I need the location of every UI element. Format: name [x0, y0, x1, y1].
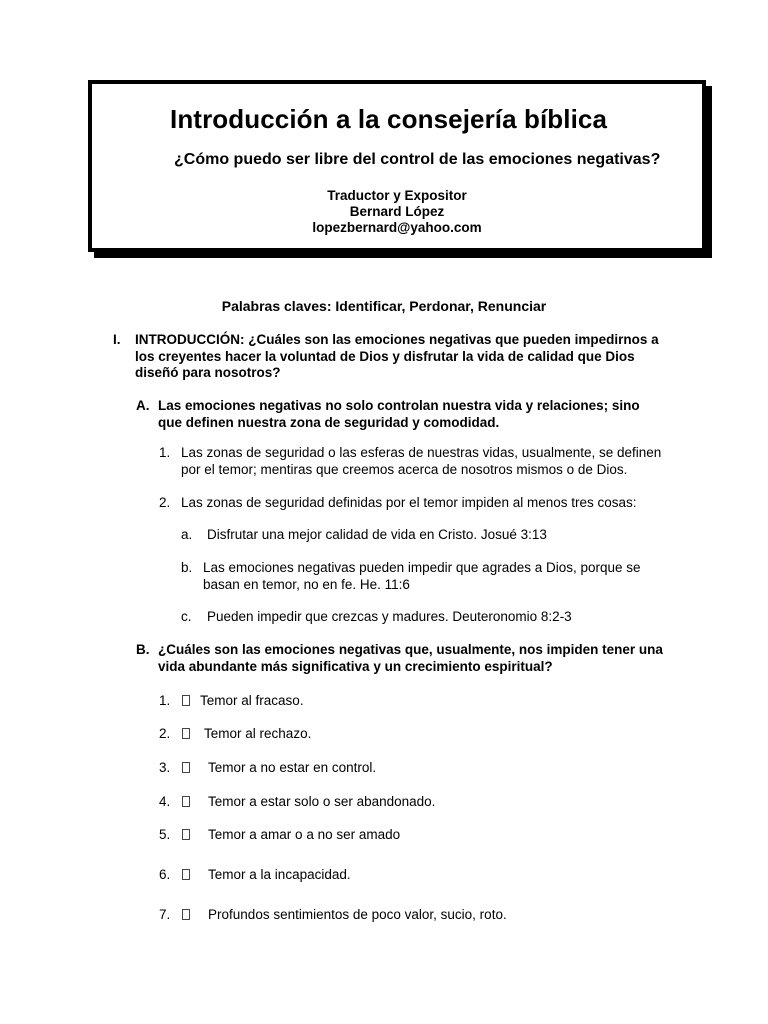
checkbox-icon: [182, 829, 190, 840]
list-line: Pueden impedir que crezcas y madures. Deuteronomio 8:2-3: [207, 609, 572, 624]
section-marker: B.: [136, 642, 150, 657]
list-line: Las emociones negativas pueden impedir que agrades a Dios, porque se: [203, 560, 641, 575]
section-line: los creyentes hacer la voluntad de Dios y disfrutar la vida de calidad que Dios: [135, 348, 635, 364]
list-line: Las zonas de seguridad definidas por el temor impiden al menos tres cosas:: [181, 495, 637, 510]
checkbox-icon: [182, 909, 190, 920]
checkbox-icon: [182, 695, 190, 706]
list-item: [159, 794, 435, 811]
page-title: Introducción a la consejería bíblica: [170, 104, 608, 134]
list-line: Disfrutar una mejor calidad de vida en Cristo. Josué 3:13: [207, 527, 547, 542]
list-line: Las zonas de seguridad o las esferas de nuestras vidas, usualmente, se definen: [181, 445, 662, 460]
title-box: [88, 80, 706, 252]
list-text: Temor al rechazo.: [204, 726, 312, 741]
list-marker: c.: [181, 609, 192, 624]
checkbox-icon: [182, 762, 190, 773]
section-line: ¿Cuáles son las emociones negativas que, usualmente, nos impiden tener una: [158, 642, 663, 657]
list-item: [159, 867, 351, 884]
list-marker: 3.: [159, 760, 171, 775]
section-first-line: INTRODUCCIÓN: ¿Cuáles son las emociones negativas que pueden impedirnos a: [135, 332, 659, 347]
section-marker: I.: [113, 332, 121, 347]
list-marker: 7.: [159, 907, 171, 922]
list-marker: 1.: [159, 445, 171, 460]
section-line: diseñó para nosotros?: [135, 365, 281, 380]
checkbox-icon: [182, 796, 190, 807]
section-line: vida abundante más significativa y un crecimiento espiritual?: [158, 658, 553, 674]
list-text: Temor a la incapacidad.: [208, 867, 351, 882]
keywords: Palabras claves: Identificar, Perdonar, Renunciar: [221, 298, 547, 314]
author-email: lopezbernard@yahoo.com: [312, 220, 482, 235]
list-marker: b.: [181, 560, 193, 575]
list-item: [159, 693, 304, 710]
list-item: [159, 907, 507, 924]
author-role: Traductor y Expositor: [327, 188, 467, 203]
list-text: Profundos sentimientos de poco valor, sucio, roto.: [208, 907, 507, 922]
list-marker: a.: [181, 527, 193, 542]
list-line: por el temor; mentiras que creemos acerca de nosotros mismos o de Dios.: [181, 461, 628, 477]
list-marker: 1.: [159, 693, 171, 708]
credits: [92, 188, 702, 236]
list-marker: 2.: [159, 495, 171, 510]
list-marker: 5.: [159, 827, 171, 842]
list-text: Temor a estar solo o ser abandonado.: [208, 794, 436, 809]
list-item: [159, 726, 311, 743]
checkbox-icon: [182, 869, 190, 880]
list-item: [159, 760, 376, 777]
list-text: Temor a no estar en control.: [208, 760, 377, 775]
list-line: basan en temor, no en fe. He. 11:6: [203, 576, 410, 592]
author-name: Bernard López: [349, 204, 445, 219]
section-marker: A.: [136, 398, 150, 413]
page-subtitle: ¿Cómo puedo ser libre del control de las emociones negativas?: [174, 151, 661, 168]
section-line: que definen nuestra zona de seguridad y comodidad.: [158, 414, 500, 430]
list-text: Temor al fracaso.: [200, 693, 304, 708]
list-item: [159, 827, 400, 844]
list-marker: 6.: [159, 867, 171, 882]
list-marker: 4.: [159, 794, 171, 809]
list-marker: 2.: [159, 726, 171, 741]
checkbox-icon: [182, 728, 190, 739]
section-line: Las emociones negativas no solo controlan nuestra vida y relaciones; sino: [158, 398, 640, 413]
list-text: Temor a amar o a no ser amado: [208, 827, 401, 842]
